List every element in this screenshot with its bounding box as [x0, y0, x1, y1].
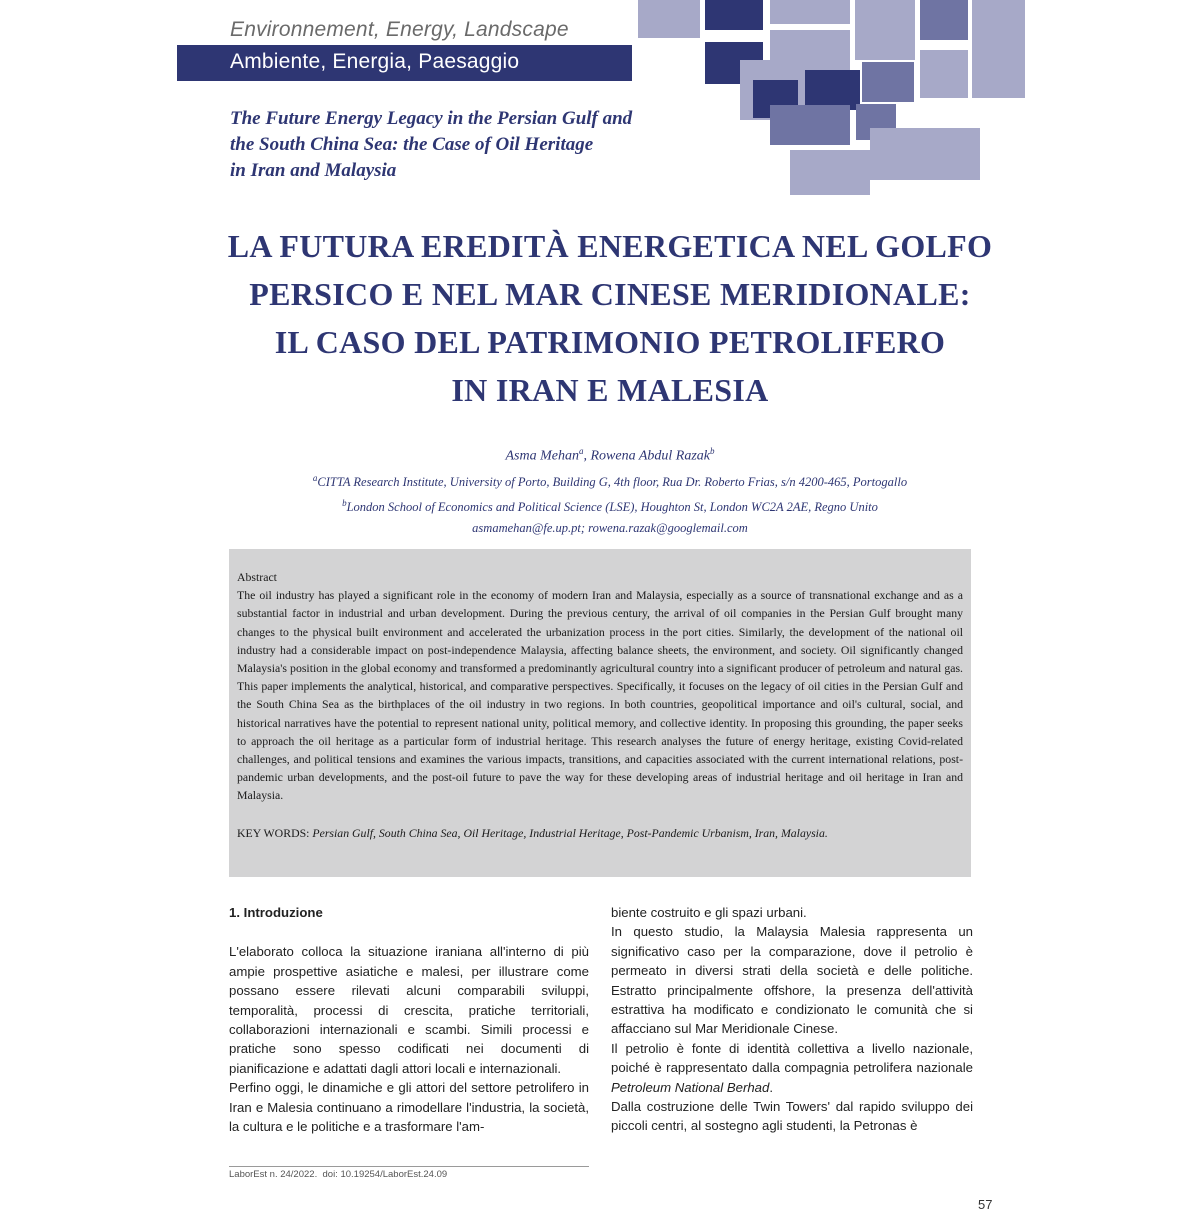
english-title-line: the South China Sea: the Case of Oil Heritage — [230, 134, 594, 155]
doi-link[interactable]: doi: 10.19254/LaborEst.24.09 — [322, 1169, 448, 1180]
deco-square — [638, 0, 700, 38]
right-column — [611, 903, 973, 1136]
deco-square — [770, 0, 850, 24]
abstract-box — [229, 549, 971, 877]
paragraph-text: Il petrolio è fonte di identità collettiva a livello nazionale, poiché è rappresentato dalla compagnia petrolifera nazionale — [611, 1040, 973, 1076]
affiliation-a — [180, 468, 1040, 493]
author-name: Asma Mehan — [505, 448, 579, 464]
keywords-list: Persian Gulf, South China Sea, Oil Heritage, Industrial Heritage, Post-Pandemic Urbanism, Iran, Malaysia. — [312, 825, 828, 840]
paragraph: Dalla costruzione delle Twin Towers' dal rapido sviluppo dei piccoli centri, al sostegno agli studenti, la Petronas è — [611, 1099, 973, 1134]
authors-block — [180, 440, 1040, 539]
company-name: Petroleum National Berhad — [611, 1079, 770, 1095]
abstract-text: The oil industry has played a significant role in the economy of modern Iran and Malaysia, especially as a source of transnational exchange and as a substantial factor in industrial and urban development. During the previous century, the arrival of oil companies in the Persian Gulf brought many changes to the physical built environment and accelerated the urbanization process in the port cities. Similarly, the development of the national oil industry had a considerable impact on post-independence Malaysia, affecting balance sheets, the environment, and society. Oil significantly changed Malaysia's position in the global economy and transformed a predominantly agricultural country into a significant producer of petroleum and natural gas. This paper implements the analytical, historical, and comparative perspectives. Specifically, it focuses on the legacy of oil cities in the Persian Gulf and the South China Sea as the birthplaces of the oil industry in two regions. In both countries, geopolitical importance and oil's cultural, social, and historical narratives have the potential to represent national unity, political memory, and collective identity. In proposing this grounding, the paper seeks to approach the oil heritage as a particular form of industrial heritage. This research analyses the future of energy heritage, existing Covid-related challenges, and political tensions and examines the various impacts, transitions, and capacities associated with the current international relations, post-pandemic urban developments, and the post-oil future to pave the way for these developing areas of industrial heritage and oil heritage in Iran and Malaysia. — [237, 588, 963, 803]
italian-title-line: IL CASO DEL PATRIMONIO PETROLIFERO — [274, 324, 946, 360]
deco-square — [805, 70, 860, 110]
author-names — [180, 440, 1040, 468]
paragraph — [611, 1039, 973, 1097]
section-heading: 1. Introduzione — [229, 905, 323, 920]
abstract-content — [237, 568, 963, 842]
english-title-line: The Future Energy Legacy in the Persian Gulf and — [230, 108, 633, 129]
keywords — [237, 824, 963, 842]
deco-square — [920, 0, 968, 40]
italian-title — [180, 222, 1040, 414]
author-name: Rowena Abdul Razak — [590, 448, 710, 464]
author-sup: a — [578, 446, 584, 456]
deco-square — [705, 0, 763, 30]
english-title-line: in Iran and Malaysia — [230, 160, 397, 181]
deco-square — [920, 50, 968, 98]
page-number: 57 — [978, 1197, 993, 1212]
paragraph: biente costruito e gli spazi urbani. — [611, 905, 807, 920]
journal-issue: LaborEst n. 24/2022. — [229, 1169, 318, 1180]
deco-square — [770, 105, 850, 145]
footer-rule — [229, 1166, 589, 1167]
affiliation-sup: a — [312, 472, 318, 483]
series-title-it: Ambiente, Energia, Paesaggio — [230, 50, 520, 73]
paragraph: In questo studio, la Malaysia Malesia rappresenta un significativo caso per la comparazione, dove il petrolio è permeato in diversi strati della società e delle politiche. Estratto principalmente offshore, la presenza dell'attività estrattiva ha modificato e condizionato le comunità che si affacciano sul Mar Meridionale Cinese. — [611, 924, 973, 1037]
paragraph: Perfino oggi, le dinamiche e gli attori del settore petrolifero in Iran e Malesia continuano a rimodellare l'industria, la società, la cultura e le politiche e a trasformare l'am- — [229, 1080, 589, 1135]
affiliation-b — [180, 493, 1040, 518]
left-column — [229, 903, 589, 1136]
series-title-en: Environnement, Energy, Landscape — [230, 18, 569, 41]
affiliation-sup: b — [342, 497, 347, 508]
author-sup: b — [710, 446, 715, 456]
author-emails[interactable]: asmamehan@fe.up.pt; rowena.razak@googlemail.com — [472, 520, 748, 535]
english-title — [230, 106, 750, 184]
author-separator: , — [583, 448, 591, 464]
italian-title-line: LA FUTURA EREDITÀ ENERGETICA NEL GOLFO — [227, 228, 993, 264]
paragraph-text: . — [769, 1079, 774, 1095]
deco-square — [790, 150, 870, 195]
footer-citation — [229, 1169, 447, 1180]
italian-title-line: IN IRAN E MALESIA — [451, 372, 769, 408]
deco-square — [870, 128, 980, 180]
deco-square — [855, 0, 915, 60]
deco-square — [862, 62, 914, 102]
deco-square — [972, 0, 1025, 98]
affiliation-text: CITTA Research Institute, University of Porto, Building G, 4th floor, Rua Dr. Roberto Frias, s/n 4200-465, Portogallo — [317, 474, 908, 489]
italian-title-line: PERSICO E NEL MAR CINESE MERIDIONALE: — [249, 276, 971, 312]
keywords-label: KEY WORDS: — [237, 825, 310, 840]
paragraph: L'elaborato colloca la situazione iraniana all'interno di più ampie prospettive asiatiche e malesi, per illustrare come possano essere rilevati alcuni comparabili sviluppi, temporalità, processi di crescita, pratiche territoriali, collaborazioni internazionali e scambi. Simili processi e pratiche sono spesso codificati nei documenti di pianificazione e adattati dagli attori locali e internazionali. — [229, 944, 589, 1076]
abstract-label: Abstract — [237, 570, 277, 584]
affiliation-text: London School of Economics and Political Science (LSE), Houghton St, London WC2A 2AE, Regno Unito — [346, 499, 878, 514]
